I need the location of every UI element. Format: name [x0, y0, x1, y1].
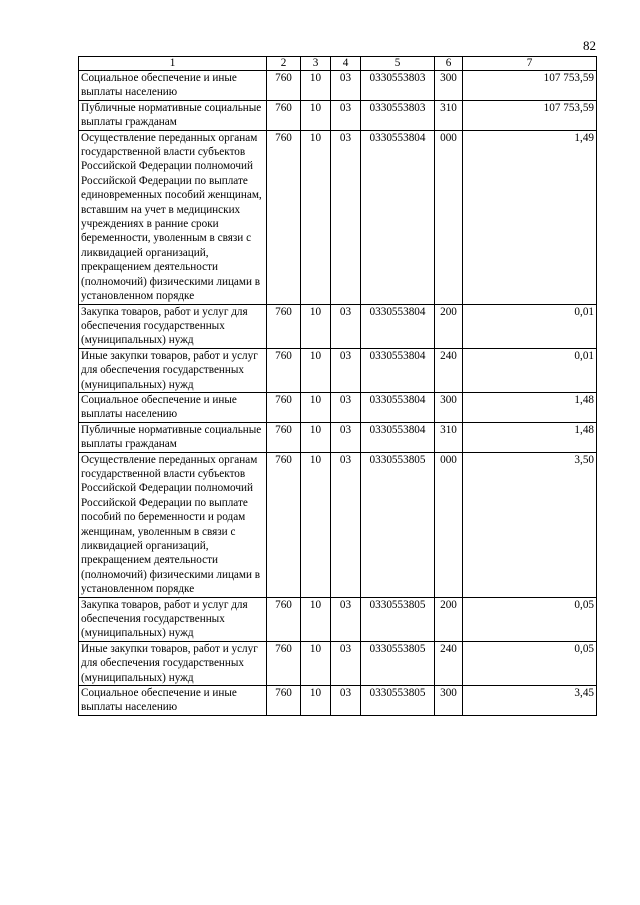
ministry-code: 760 — [267, 686, 301, 716]
section-code: 10 — [301, 71, 331, 101]
row-name: Иные закупки товаров, работ и услуг для обеспечения государственных (муниципальных) нужд — [79, 348, 267, 392]
ministry-code: 760 — [267, 422, 301, 452]
table-row — [79, 100, 597, 130]
column-header: 1 — [79, 57, 267, 71]
expense-type-code: 240 — [435, 641, 463, 685]
row-name: Социальное обеспечение и иные выплаты населению — [79, 686, 267, 716]
amount-value: 0,05 — [463, 597, 597, 641]
row-name: Закупка товаров, работ и услуг для обеспечения государственных (муниципальных) нужд — [79, 304, 267, 348]
subsection-code: 03 — [331, 348, 361, 392]
table-row — [79, 686, 597, 716]
target-article-code: 0330553804 — [361, 392, 435, 422]
amount-value: 0,01 — [463, 348, 597, 392]
row-name: Иные закупки товаров, работ и услуг для обеспечения государственных (муниципальных) нужд — [79, 641, 267, 685]
target-article-code: 0330553804 — [361, 348, 435, 392]
column-header: 7 — [463, 57, 597, 71]
row-name: Осуществление переданных органам государственной власти субъектов Российской Федерации полномочий Российской Федерации по выплате единовременных пособий женщинам, вставшим на учет в медицинских учреждениях в ранние сроки беременности, уволенным в связи с ликвидацией организаций, прекращением деятельности (полномочий) физическими лицами в установленном порядке — [79, 130, 267, 304]
expense-type-code: 310 — [435, 422, 463, 452]
subsection-code: 03 — [331, 304, 361, 348]
expense-type-code: 300 — [435, 686, 463, 716]
ministry-code: 760 — [267, 392, 301, 422]
column-header: 5 — [361, 57, 435, 71]
amount-value: 107 753,59 — [463, 100, 597, 130]
table-row — [79, 348, 597, 392]
target-article-code: 0330553805 — [361, 597, 435, 641]
subsection-code: 03 — [331, 641, 361, 685]
column-header: 6 — [435, 57, 463, 71]
section-code: 10 — [301, 304, 331, 348]
section-code: 10 — [301, 597, 331, 641]
column-header: 2 — [267, 57, 301, 71]
table-row — [79, 392, 597, 422]
amount-value: 0,01 — [463, 304, 597, 348]
subsection-code: 03 — [331, 130, 361, 304]
expense-type-code: 300 — [435, 71, 463, 101]
table-row — [79, 130, 597, 304]
target-article-code: 0330553804 — [361, 422, 435, 452]
table-body — [79, 71, 597, 716]
expense-type-code: 000 — [435, 452, 463, 597]
target-article-code: 0330553803 — [361, 71, 435, 101]
amount-value: 1,49 — [463, 130, 597, 304]
ministry-code: 760 — [267, 130, 301, 304]
section-code: 10 — [301, 641, 331, 685]
expense-type-code: 200 — [435, 304, 463, 348]
subsection-code: 03 — [331, 422, 361, 452]
ministry-code: 760 — [267, 304, 301, 348]
amount-value: 1,48 — [463, 422, 597, 452]
row-name: Публичные нормативные социальные выплаты гражданам — [79, 422, 267, 452]
table-row — [79, 304, 597, 348]
table-row — [79, 641, 597, 685]
page-number: 82 — [583, 38, 596, 53]
section-code: 10 — [301, 422, 331, 452]
subsection-code: 03 — [331, 71, 361, 101]
budget-table — [78, 56, 597, 716]
section-code: 10 — [301, 130, 331, 304]
expense-type-code: 300 — [435, 392, 463, 422]
target-article-code: 0330553804 — [361, 130, 435, 304]
subsection-code: 03 — [331, 686, 361, 716]
target-article-code: 0330553803 — [361, 100, 435, 130]
subsection-code: 03 — [331, 452, 361, 597]
ministry-code: 760 — [267, 348, 301, 392]
row-name: Закупка товаров, работ и услуг для обеспечения государственных (муниципальных) нужд — [79, 597, 267, 641]
section-code: 10 — [301, 100, 331, 130]
target-article-code: 0330553805 — [361, 452, 435, 597]
row-name: Публичные нормативные социальные выплаты гражданам — [79, 100, 267, 130]
row-name: Социальное обеспечение и иные выплаты населению — [79, 71, 267, 101]
column-header: 4 — [331, 57, 361, 71]
table-row — [79, 452, 597, 597]
target-article-code: 0330553805 — [361, 686, 435, 716]
section-code: 10 — [301, 452, 331, 597]
target-article-code: 0330553804 — [361, 304, 435, 348]
row-name: Социальное обеспечение и иные выплаты населению — [79, 392, 267, 422]
header-row — [79, 57, 597, 71]
ministry-code: 760 — [267, 100, 301, 130]
amount-value: 3,50 — [463, 452, 597, 597]
row-name: Осуществление переданных органам государственной власти субъектов Российской Федерации полномочий Российской Федерации по выплате пособий по беременности и родам женщинам, уволенным в связи с ликвидацией организаций, прекращением деятельности (полномочий) физическими лицами в установленном порядке — [79, 452, 267, 597]
section-code: 10 — [301, 392, 331, 422]
amount-value: 1,48 — [463, 392, 597, 422]
ministry-code: 760 — [267, 641, 301, 685]
section-code: 10 — [301, 348, 331, 392]
amount-value: 3,45 — [463, 686, 597, 716]
ministry-code: 760 — [267, 597, 301, 641]
target-article-code: 0330553805 — [361, 641, 435, 685]
table-row — [79, 422, 597, 452]
subsection-code: 03 — [331, 597, 361, 641]
table-row — [79, 71, 597, 101]
expense-type-code: 200 — [435, 597, 463, 641]
expense-type-code: 000 — [435, 130, 463, 304]
ministry-code: 760 — [267, 452, 301, 597]
column-header: 3 — [301, 57, 331, 71]
amount-value: 107 753,59 — [463, 71, 597, 101]
amount-value: 0,05 — [463, 641, 597, 685]
ministry-code: 760 — [267, 71, 301, 101]
table-row — [79, 597, 597, 641]
section-code: 10 — [301, 686, 331, 716]
subsection-code: 03 — [331, 392, 361, 422]
expense-type-code: 310 — [435, 100, 463, 130]
subsection-code: 03 — [331, 100, 361, 130]
expense-type-code: 240 — [435, 348, 463, 392]
